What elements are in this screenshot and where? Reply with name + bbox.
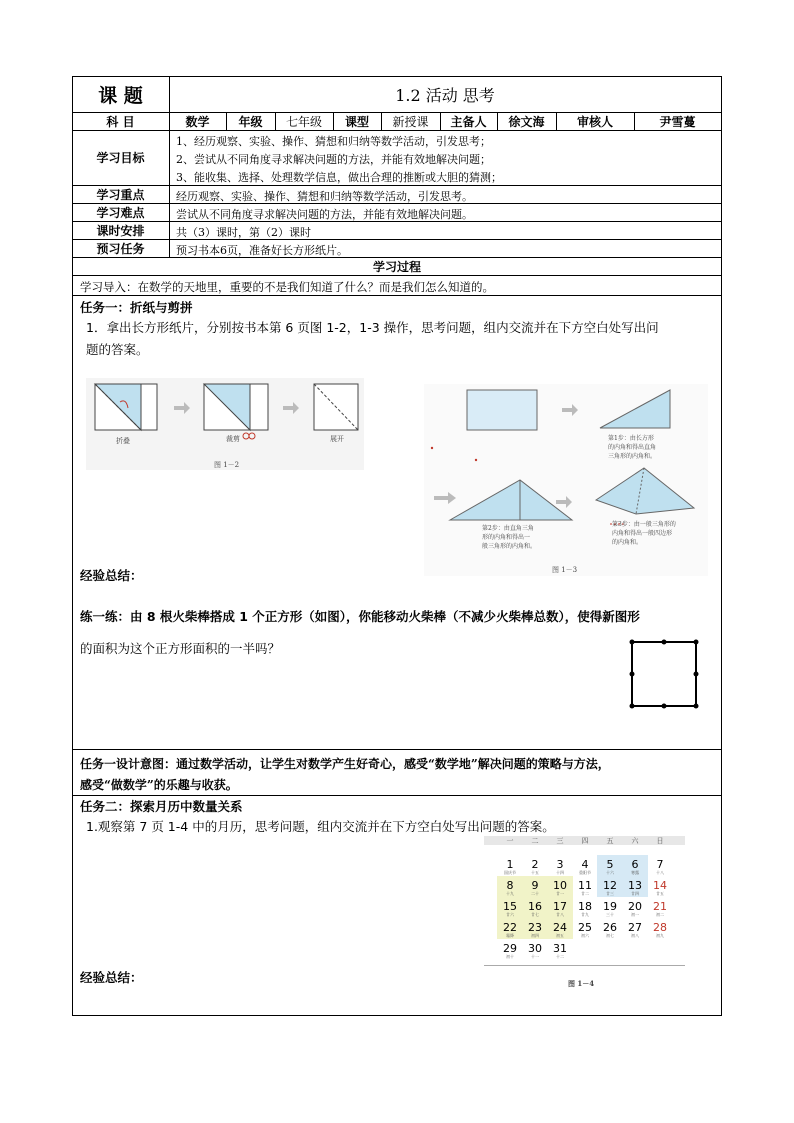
calendar-day: 5 — [606, 858, 614, 871]
task1-design-line1 — [80, 755, 610, 772]
subject-label: 科 目 — [106, 114, 135, 129]
reviewer-value: 尹雪蔓 — [659, 114, 696, 129]
calendar-day: 6 — [631, 858, 639, 871]
calendar-day: 21 — [653, 900, 667, 913]
preview-label: 预习任务 — [96, 241, 145, 256]
task1-q1-line1: 1．拿出长方形纸片，分别按书本第 6 页图 1-2，1-3 操作，思考问题，组内交流并在下方空白处写出问 — [86, 320, 659, 335]
calendar-day-lunar: 初二 — [656, 912, 664, 917]
calendar-day-lunar: 初一 — [631, 912, 639, 917]
goal-item-2: 2、尝试从不同角度寻求解决问题的方法，并能有效地解决问题； — [176, 153, 491, 166]
calendar-day: 28 — [653, 921, 667, 934]
fig12-label-unfold: 展开 — [330, 435, 344, 443]
calendar-day-lunar: 三十 — [606, 912, 614, 917]
calendar-day: 22 — [503, 921, 517, 934]
calendar-day: 4 — [581, 858, 589, 871]
matchstick-square — [626, 636, 702, 712]
calendar-day: 31 — [553, 942, 567, 955]
fig13-step1-line1: 第1步：由长方形 — [608, 435, 654, 442]
practice-line1 — [80, 607, 640, 625]
calendar-day-lunar: 廿二 — [581, 891, 589, 896]
calendar-day: 13 — [628, 879, 642, 892]
calendar-day: 8 — [506, 879, 514, 892]
calendar-day: 9 — [531, 879, 539, 892]
calendar-day: 23 — [528, 921, 542, 934]
calendar-day: 15 — [503, 900, 517, 913]
goals-label: 学习目标 — [96, 151, 145, 165]
calendar-weekday: 二 — [531, 837, 539, 845]
fig13-step1-line2: 的内角和得出直角 — [608, 444, 657, 451]
task2-q1: 1.观察第 7 页 1-4 中的月历，思考问题，组内交流并在下方空白处写出问题的答案。 — [86, 819, 555, 834]
fig12-label-fold: 折叠 — [116, 437, 130, 445]
calendar-figure — [484, 836, 685, 988]
fig13-step3 — [612, 520, 676, 547]
calendar-day: 16 — [528, 900, 542, 913]
calendar-day-lunar: 初五 — [556, 933, 564, 938]
calendar-day-lunar: 廿三 — [606, 891, 614, 896]
type-value: 新授课 — [392, 114, 429, 129]
calendar-day: 2 — [531, 858, 539, 871]
calendar-day: 27 — [628, 921, 642, 934]
calendar-weekday: 三 — [556, 837, 564, 845]
fig12-label-cut: 裁剪 — [226, 435, 240, 443]
figure-1-3 — [424, 384, 708, 576]
calendar-day-lunar: 寒露 — [631, 870, 639, 875]
fig13-step2-line1: 第2步：由直角三角 — [482, 525, 534, 532]
figure-1-3-drawing — [424, 384, 708, 576]
calendar-day-lunar: 十六 — [606, 870, 614, 875]
calendar-day: 25 — [578, 921, 592, 934]
fig13-step1-line3: 三角形的内角和。 — [608, 453, 657, 460]
calendar-day-lunar: 十八 — [656, 870, 664, 875]
keypoint-text: 经历观察、实验、操作、猜想和归纳等数学活动，引发思考。 — [176, 190, 473, 203]
task2-title: 任务二：探索月历中数量关系 — [80, 799, 243, 814]
task1-design-line2-text: 感受“做数学”的乐趣与收获。 — [80, 778, 238, 792]
figure-1-2 — [86, 378, 364, 470]
fig13-step1 — [608, 434, 656, 461]
calendar-day: 12 — [603, 879, 617, 892]
calendar-weekday: 四 — [581, 837, 589, 845]
calendar-day-lunar: 廿七 — [531, 912, 539, 917]
calendar-day: 30 — [528, 942, 542, 955]
calendar-day-lunar: 廿九 — [581, 912, 589, 917]
fig13-step2 — [482, 524, 536, 551]
topic-label: 课 题 — [98, 84, 143, 107]
intro-text: 学习导入：在数学的天地里，重要的不是我们知道了什么？而是我们怎么知道的。 — [80, 280, 494, 294]
calendar-day: 17 — [553, 900, 567, 913]
fig13-step3-line3: 的内角和。 — [612, 539, 643, 546]
schedule-text: 共（3）课时，第（2）课时 — [176, 226, 311, 239]
calendar-day-lunar: 二十 — [531, 891, 539, 896]
type-label: 课型 — [344, 114, 369, 129]
calendar-day-lunar: 十九 — [506, 891, 514, 896]
calendar-day-lunar: 初七 — [606, 933, 614, 938]
task2-summary: 经验总结： — [80, 970, 143, 985]
calendar-day-lunar: 初四 — [531, 933, 539, 938]
calendar-weekday: 六 — [631, 837, 639, 845]
calendar-day-lunar: 廿一 — [556, 891, 564, 896]
grade-label: 年级 — [238, 114, 263, 129]
calendar-day: 24 — [553, 921, 567, 934]
calendar-day: 20 — [628, 900, 642, 913]
grade-value: 七年级 — [285, 114, 322, 129]
topic-value: 1.2 活动 思考 — [395, 85, 495, 105]
fig13-caption: 图 1－3 — [552, 566, 578, 574]
process-title: 学习过程 — [372, 259, 421, 274]
calendar-day-lunar: 廿八 — [556, 912, 564, 917]
calendar-day: 29 — [503, 942, 517, 955]
subject-value: 数学 — [185, 114, 210, 129]
task1-title: 任务一：折纸与剪拼 — [80, 300, 193, 315]
fig13-step2-line3: 般三角形的内角和。 — [482, 543, 537, 550]
calendar-weekday: 五 — [606, 837, 614, 845]
goal-item-1: 1、经历观察、实验、操作、猜想和归纳等数学活动，引发思考； — [176, 135, 491, 148]
calendar-day: 18 — [578, 900, 592, 913]
fig12-caption: 图 1－2 — [214, 461, 240, 469]
keypoint-label: 学习重点 — [96, 187, 145, 202]
calendar-day: 10 — [553, 879, 567, 892]
calendar-day-lunar: 国庆节 — [504, 870, 516, 875]
calendar-day-lunar: 廿六 — [506, 912, 514, 917]
calendar-day: 14 — [653, 879, 667, 892]
calendar-day-lunar: 十二 — [556, 954, 564, 959]
calendar-day-lunar: 十一 — [531, 954, 539, 959]
calendar-weekday: 一 — [506, 837, 514, 845]
calendar-day: 7 — [656, 858, 664, 871]
calendar-day: 3 — [556, 858, 564, 871]
calendar-day: 19 — [603, 900, 617, 913]
calendar-day: 1 — [506, 858, 514, 871]
calendar-weekday: 日 — [656, 837, 664, 845]
calendar-day: 11 — [578, 879, 592, 892]
preparer-value: 徐文海 — [508, 114, 545, 129]
preview-text: 预习书本6页，准备好长方形纸片。 — [176, 244, 348, 257]
calendar-day-lunar: 霜降 — [506, 933, 514, 938]
calendar-day-lunar: 十五 — [531, 870, 539, 875]
difficulty-label: 学习难点 — [96, 205, 145, 220]
task1-design-line1-text: 任务一设计意图：通过数学活动，让学生对数学产生好奇心，感受“数学地”解决问题的策略与方法， — [80, 757, 610, 771]
calendar-day-lunar: 初九 — [656, 933, 664, 938]
difficulty-text: 尝试从不同角度寻求解决问题的方法，并能有效地解决问题。 — [176, 208, 473, 221]
calendar-day-lunar: 初八 — [631, 933, 639, 938]
practice-line2: 的面积为这个正方形面积的一半吗？ — [80, 641, 281, 656]
calendar-day-lunar: 重阳节 — [579, 870, 591, 875]
fig13-step2-line2: 形的内角和得出一 — [482, 534, 531, 541]
calendar-day-lunar: 初十 — [506, 954, 514, 959]
schedule-label: 课时安排 — [96, 223, 145, 238]
task1-design-line2 — [80, 776, 238, 793]
calendar-caption: 图 1－4 — [568, 979, 595, 988]
figure-1-2-drawing — [86, 378, 364, 470]
preparer-label: 主备人 — [450, 114, 487, 129]
fig13-step3-line1: 第3步：由一般三角形的 — [612, 521, 676, 528]
fig13-step3-line2: 内角和得出一般四边形 — [612, 530, 673, 537]
calendar-day-lunar: 十四 — [556, 870, 564, 875]
task1-summary: 经验总结： — [80, 568, 143, 583]
reviewer-label: 审核人 — [576, 114, 613, 129]
task1-q1-line2: 题的答案。 — [86, 342, 149, 357]
practice-line1-text: 练一练：由 8 根火柴棒搭成 1 个正方形（如图），你能移动火柴棒（不减少火柴棒总数），使得新图形 — [80, 609, 640, 624]
calendar-day-lunar: 廿四 — [631, 891, 639, 896]
calendar-day-lunar: 廿五 — [656, 891, 664, 896]
calendar-day: 26 — [603, 921, 617, 934]
calendar-day-lunar: 初六 — [581, 933, 589, 938]
goal-item-3: 3、能收集、选择、处理数学信息，做出合理的推断或大胆的猜测； — [176, 171, 502, 184]
